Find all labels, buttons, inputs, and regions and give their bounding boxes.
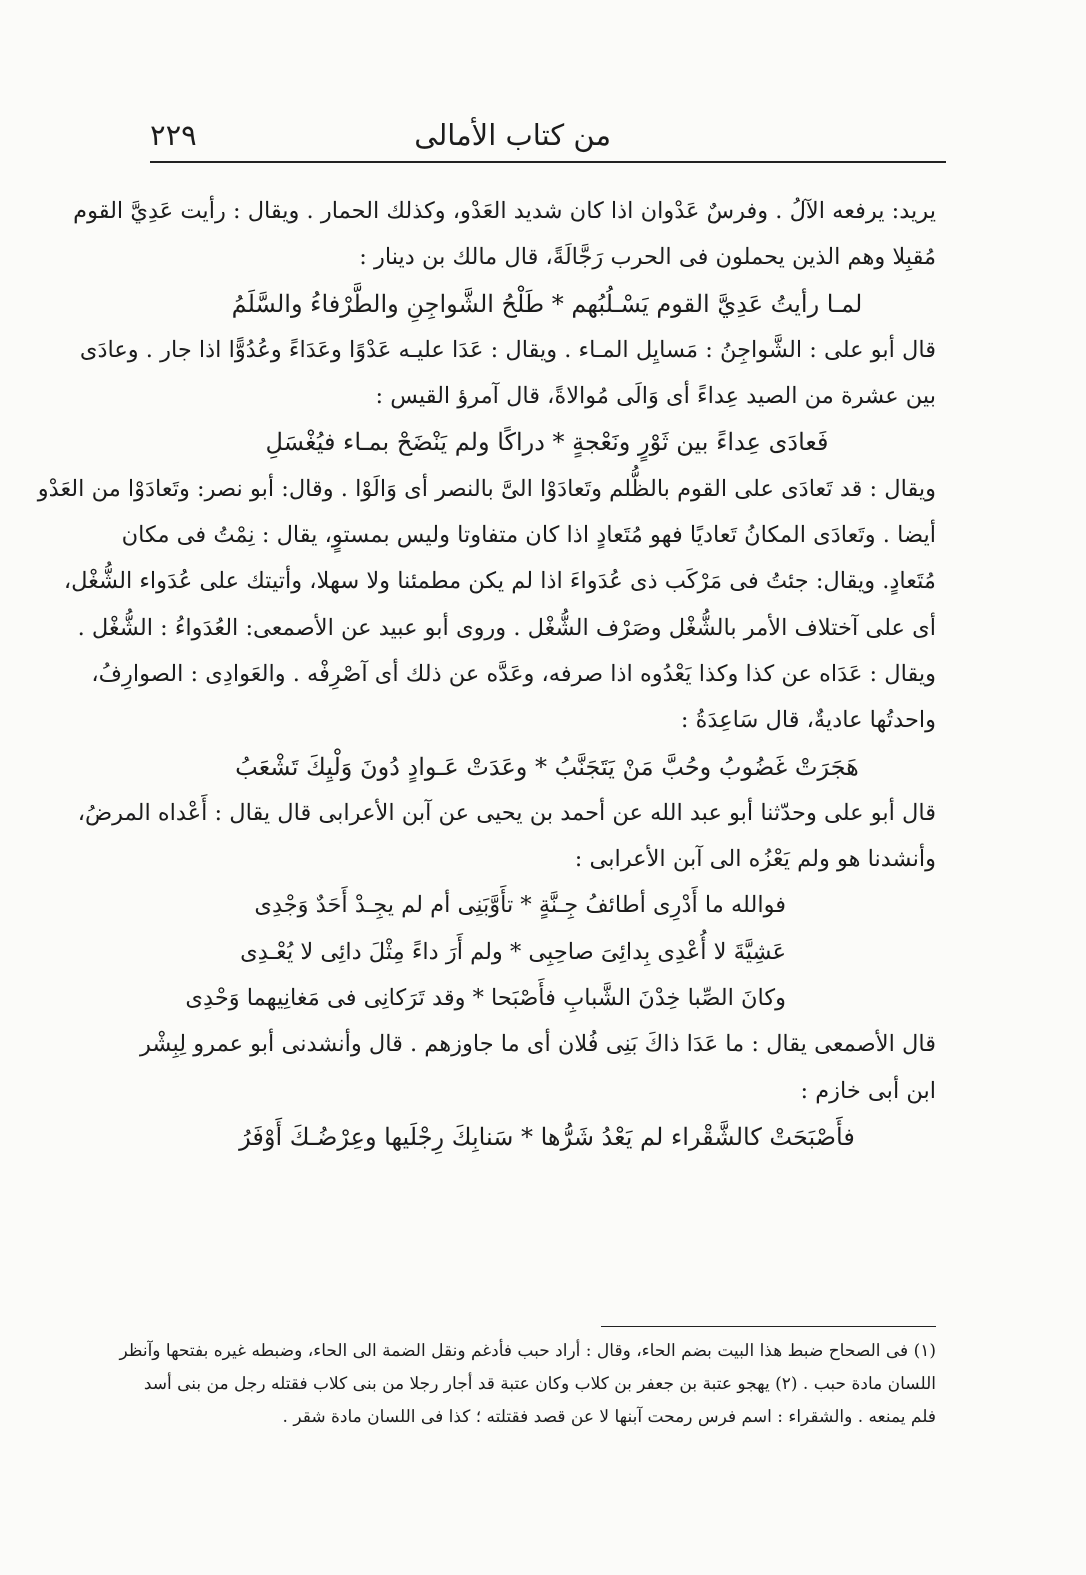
text-line: ويقال : قد تَعادَى على القوم بالظُّلم وتَعادَوْا الىَّ بالنصر أى وَالَوْا . وقال: أبو نصر: وتَعادَوْا من العَدْو — [37, 475, 936, 502]
text-line: أيضا . وتَعادَى المكانُ تَعاديًا فهو مُتَعادٍ اذا كان متفاوتا وليس بمستوٍ، يقال : نِمْتُ فى مكان — [121, 522, 936, 549]
verse-line: فَعادَى عِداءً بين ثَوْرٍ ونَعْجةٍ * دراكًا ولم يَنْضَحْ بمـاء فيُغْسَلِ — [265, 428, 829, 457]
text-line: بين عشرة من الصيد عِداءً أى وَالَى مُوالاةً، قال آمرؤ القيس : — [375, 383, 936, 410]
verse-line: هَجَرَتْ غَضُوبُ وحُبَّ مَنْ يَتَجَنَّبُ * وعَدَتْ عَـوادٍ دُونَ وَلْيِكَ تَشْعَبُ — [235, 752, 859, 781]
text-line: ويقال : عَدَاه عن كذا وكذا يَعْدُوه اذا صرفه، وعَدَّه عن ذلك أى آصْرِفْه . والعَوادِى : الصوارِفُ، — [91, 660, 936, 687]
page-number: ٢٢٩ — [150, 118, 197, 152]
text-line: واحدتُها عاديةٌ، قال سَاعِدَةُ : — [680, 707, 936, 734]
footnotes — [119, 1335, 936, 1434]
text-line: مُتَعادٍ. ويقال: جئتُ فى مَرْكَب ذى عُدَواءَ اذا لم يكن مطمئنا ولا سهلا، وأتيتك على عُدَواء الشُّغْل، — [63, 568, 936, 595]
header-rule — [150, 161, 946, 163]
verse-line: فوالله ما أَدْرِى أطائفُ جِـنَّةٍ * تأَوَّبَنِى أم لم يجِـدْ أَحَدٌ وَجْدِى — [254, 892, 786, 919]
text-line: مُقبِلا وهم الذين يحملون فى الحرب رَجَّالَةً، قال مالك بن دينار : — [359, 244, 936, 271]
text-line: وأنشدنا هو ولم يَعْزُه الى آبن الأعرابى : — [574, 846, 936, 873]
text-line: يريد: يرفعه الآلُ . وفرسٌ عَدْوان اذا كان شديد العَدْو، وكذلك الحمار . ويقال : رأيت عَدِيَّ القوم — [73, 198, 936, 224]
text-line: قال أبو على وحدّثنا أبو عبد الله عن أحمد بن يحيى عن آبن الأعرابى قال يقال : أَعْداه المرضُ، — [77, 799, 936, 826]
verse-line: فأَصْبَحَتْ كالشَّقْراء لم يَعْدُ شَرُّها * سَنابِكَ رِجْلَيها وعِرْضُـكَ أَوْفَرُ — [239, 1122, 855, 1151]
footnote-line: فلم يمنعه . والشقراء : اسم فرس رمحت آبنها لا عن قصد فقتلته ؛ كذا فى اللسان مادة شقر . — [282, 1407, 936, 1427]
main-text — [37, 188, 936, 1160]
text-line: قال الأصمعى يقال : ما عَدَا ذاكَ بَنِى فُلان أى ما جاوزهم . قال وأنشدنى أبو عمرو لِبِشْر — [140, 1031, 936, 1058]
running-title: من كتاب الأمالى — [414, 118, 611, 152]
text-line: قال أبو على : الشَّواجِنُ : مَسايِل المـاء . ويقال : عَدَا عليـه عَدْوًا وعَدَاءً وعُدُوًّا اذا جار . وعادَى — [79, 336, 936, 363]
text-line: ابن أبى خازم : — [800, 1077, 936, 1104]
footnote-line: اللسان مادة حبب . (٢) يهجو عتبة بن جعفر بن كلاب وكان عتبة قد أجار رجلا من بنى كلاب فقتله رجل من بنى أسد — [143, 1374, 936, 1394]
verse-line: وكانَ الصِّبا خِدْنَ الشَّبابِ فأَصْبَحا * وقد تَرَكانِى فى مَغانِيهما وَحْدِى — [185, 985, 786, 1012]
verse-line: لمـا رأيتُ عَدِيَّ القوم يَسْـلُبُهم * طَلْحُ الشَّواجِنِ والطَّرْفاءُ والسَّلَمُ — [231, 289, 863, 318]
verse-line: عَشِيَّةَ لا أُعْدِى بِدائِىَ صاحِبِى * ولم أَرَ داءً مِثْلَ دائِى لا يُعْـدِى — [240, 938, 786, 965]
running-header — [150, 118, 941, 158]
footnote-line: (١) فى الصحاح ضبط هذا البيت بضم الحاء، وقال : أراد حبب فأدغم ونقل الضمة الى الحاء، وضبطه غيره بفتحها وآنظر — [119, 1341, 936, 1361]
footnote-rule — [601, 1326, 936, 1327]
text-line: أى على آختلاف الأمر بالشُّغْل وصَرْف الشُّغْل . وروى أبو عبيد عن الأصمعى: العُدَواءُ : الشُّغْل . — [77, 614, 936, 641]
